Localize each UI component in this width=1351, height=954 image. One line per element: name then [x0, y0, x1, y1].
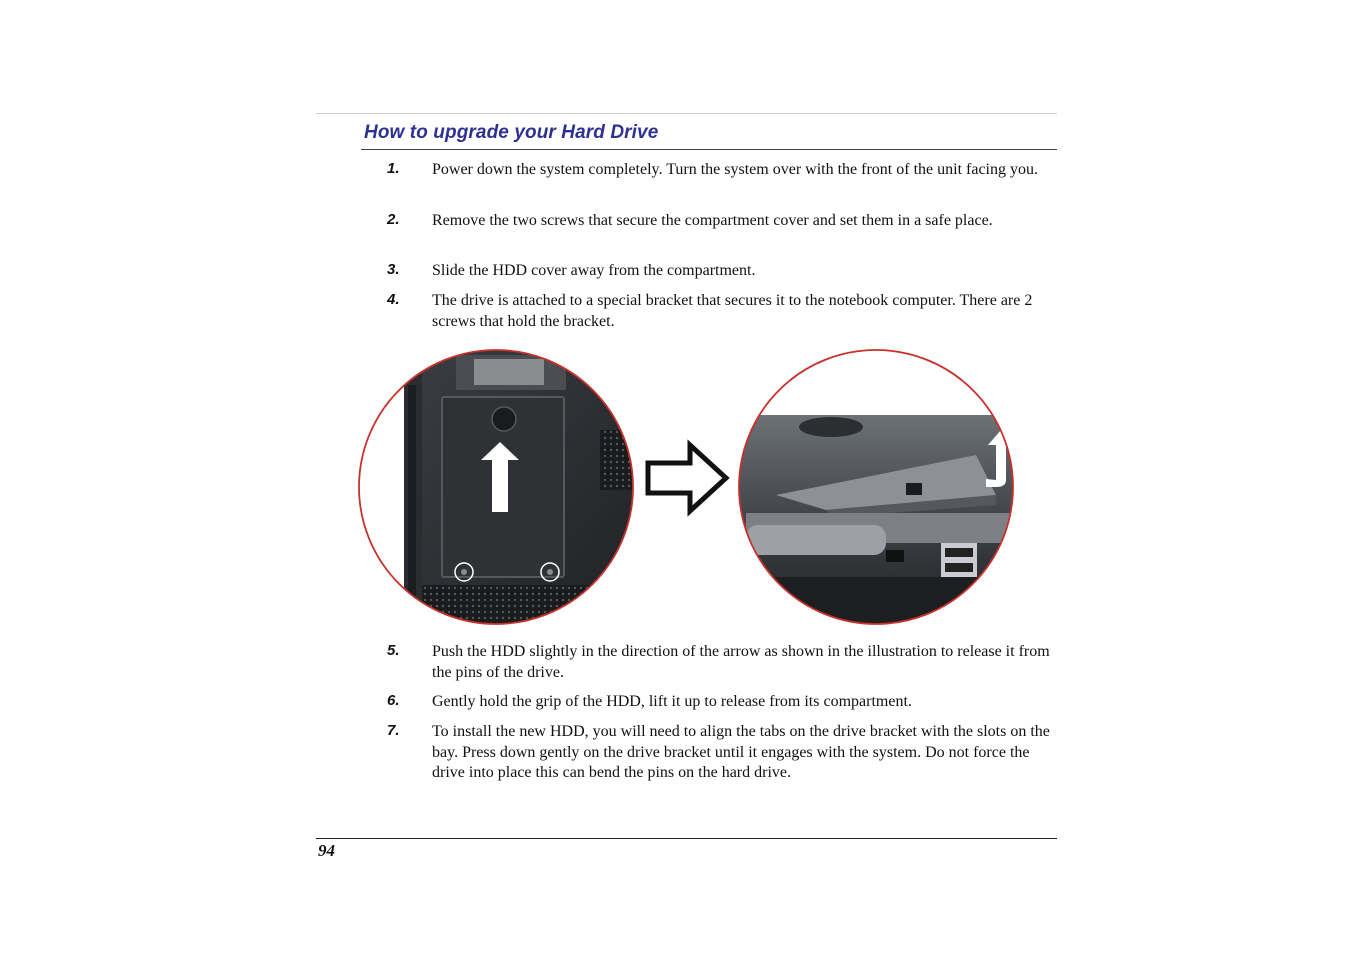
step-text: Power down the system completely. Turn the system over with the front of the unit facing you.	[432, 161, 1038, 178]
step-number: 4.	[387, 291, 400, 308]
step-text: Remove the two screws that secure the compartment cover and set them in a safe place.	[432, 212, 993, 229]
top-rule	[316, 113, 1057, 114]
hdd-bracket-lift-photo	[736, 345, 1016, 630]
step-text: Push the HDD slightly in the direction of the arrow as shown in the illustration to release it from the pins of the drive.	[432, 643, 1050, 681]
step-number: 6.	[387, 692, 400, 709]
page-number: 94	[318, 841, 335, 860]
hdd-illustration	[356, 345, 1018, 630]
step-number: 5.	[387, 642, 400, 659]
right-arrow-icon	[648, 445, 726, 511]
step-text: The drive is attached to a special bracket that secures it to the notebook computer. There are 2 screws that hold the bracket.	[432, 292, 1033, 330]
step-number: 1.	[387, 160, 400, 177]
section-heading: How to upgrade your Hard Drive	[364, 122, 659, 143]
step-number: 3.	[387, 261, 400, 278]
footer-rule	[316, 838, 1057, 839]
step-text: Slide the HDD cover away from the compartment.	[432, 262, 756, 279]
heading-rule	[361, 149, 1057, 150]
step-text: To install the new HDD, you will need to align the tabs on the drive bracket with the slots on the bay. Press down gently on the drive bracket until it engages with the system. Do not force the drive into place this can bend the pins on the hard drive.	[432, 723, 1050, 781]
hdd-compartment-cover-photo	[356, 345, 644, 630]
step-number: 2.	[387, 211, 400, 228]
step-text: Gently hold the grip of the HDD, lift it up to release from its compartment.	[432, 693, 912, 710]
step-number: 7.	[387, 722, 400, 739]
